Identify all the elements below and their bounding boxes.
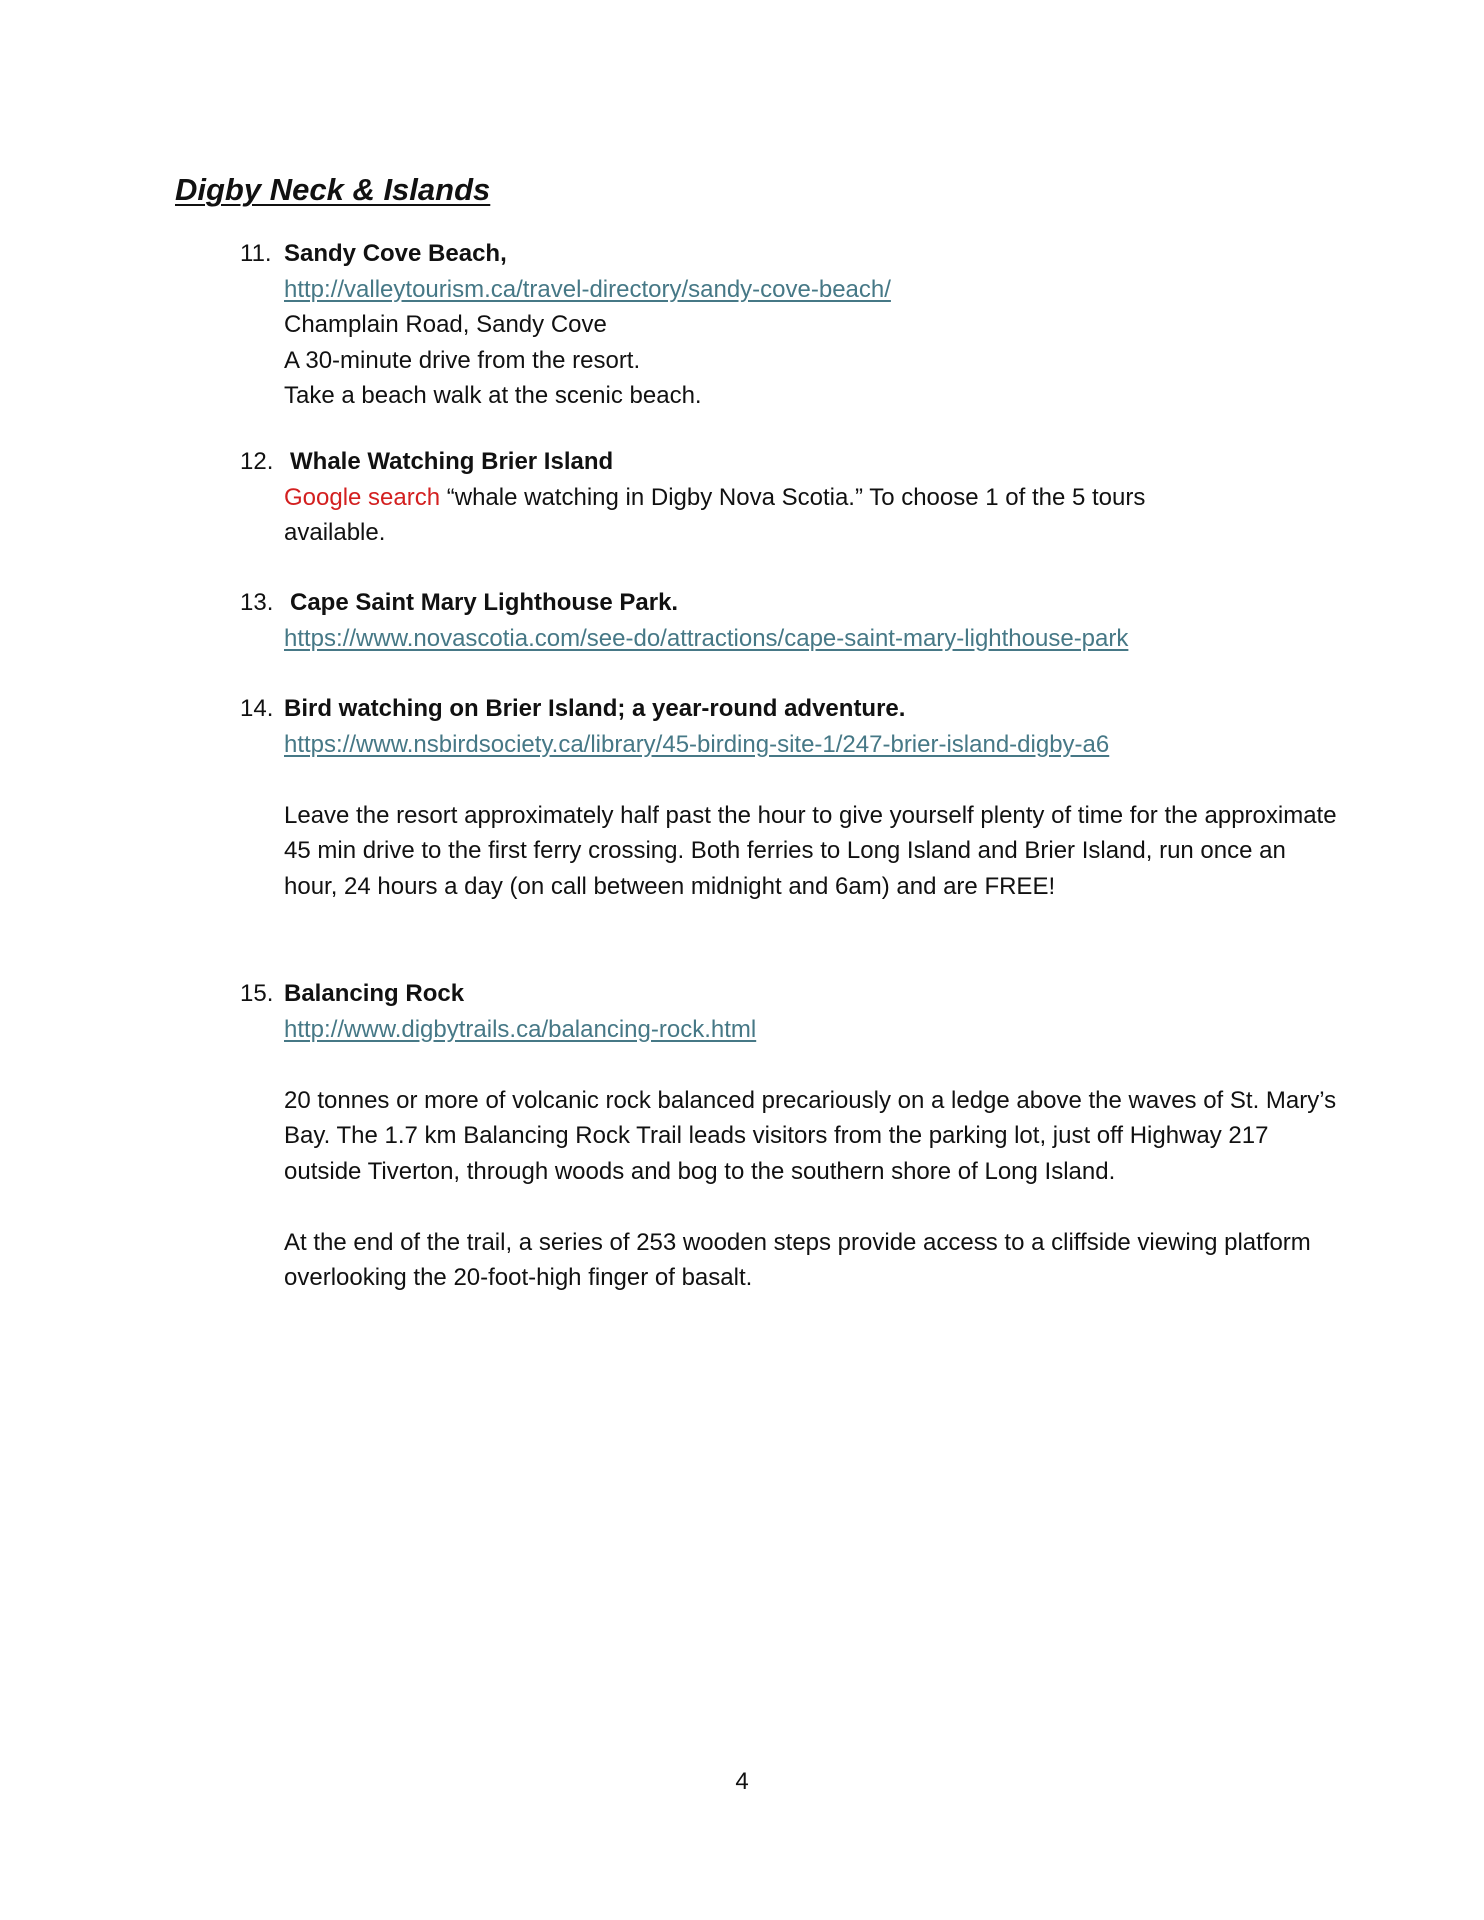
item-heading: Cape Saint Mary Lighthouse Park. — [290, 589, 679, 616]
item-heading: Bird watching on Brier Island; a year-round adventure. — [284, 695, 906, 722]
section-title: Digby Neck & Islands — [175, 172, 491, 207]
cape-saint-mary-link[interactable]: https://www.novascotia.com/see-do/attractions/cape-saint-mary-lighthouse-park — [284, 624, 1129, 652]
item-number: 13. — [240, 589, 274, 616]
google-search-text: Google search — [284, 483, 441, 511]
list-item-14 — [240, 691, 1340, 904]
item-description: Take a beach walk at the scenic beach. — [284, 382, 702, 409]
item-number: 14. — [240, 695, 274, 722]
balancing-rock-paragraph: 20 tonnes or more of volcanic rock balanced precariously on a ledge above the waves of St. Mary’s Bay. The 1.7 km Balancing Rock Trail leads visitors from the parking lot, just off Highway 217 outside Tiverton, through woods and bog to the southern shore of Long Island. — [284, 1086, 1337, 1185]
list-item-12 — [240, 444, 1340, 551]
item-drive-time: A 30-minute drive from the resort. — [284, 346, 641, 374]
trail-end-paragraph: At the end of the trail, a series of 253 wooden steps provide access to a cliffside viewing platform overlooking the 20-foot-high finger of basalt. — [284, 1228, 1311, 1291]
ferry-paragraph: Leave the resort approximately half past the hour to give yourself plenty of time for the approximate 45 min drive to the first ferry crossing. Both ferries to Long Island and Brier Island, run once an hour, 24 hours a day (on call between midnight and 6am) and are FREE! — [284, 801, 1337, 900]
item-instruction: Google search “whale watching in Digby Nova Scotia.” To choose 1 of the 5 tours — [284, 483, 1146, 511]
list-item-15 — [240, 976, 1340, 1296]
item-heading: Sandy Cove Beach, — [284, 240, 507, 267]
list-item-13 — [240, 585, 1340, 656]
item-heading: Whale Watching Brier Island — [290, 448, 614, 475]
page-number: 4 — [735, 1768, 749, 1795]
item-address: Champlain Road, Sandy Cove — [284, 311, 607, 338]
item-number: 11. — [240, 240, 272, 267]
item-instruction-cont: available. — [284, 519, 386, 546]
sandy-cove-link[interactable]: http://valleytourism.ca/travel-directory/sandy-cove-beach/ — [284, 275, 891, 303]
item-number: 12. — [240, 448, 274, 475]
item-number: 15. — [240, 980, 274, 1007]
bird-society-link[interactable]: https://www.nsbirdsociety.ca/library/45-birding-site-1/247-brier-island-digby-a6 — [284, 730, 1110, 758]
balancing-rock-link[interactable]: http://www.digbytrails.ca/balancing-rock.html — [284, 1015, 757, 1043]
list-item-11 — [240, 236, 1340, 414]
item-heading: Balancing Rock — [284, 980, 465, 1007]
